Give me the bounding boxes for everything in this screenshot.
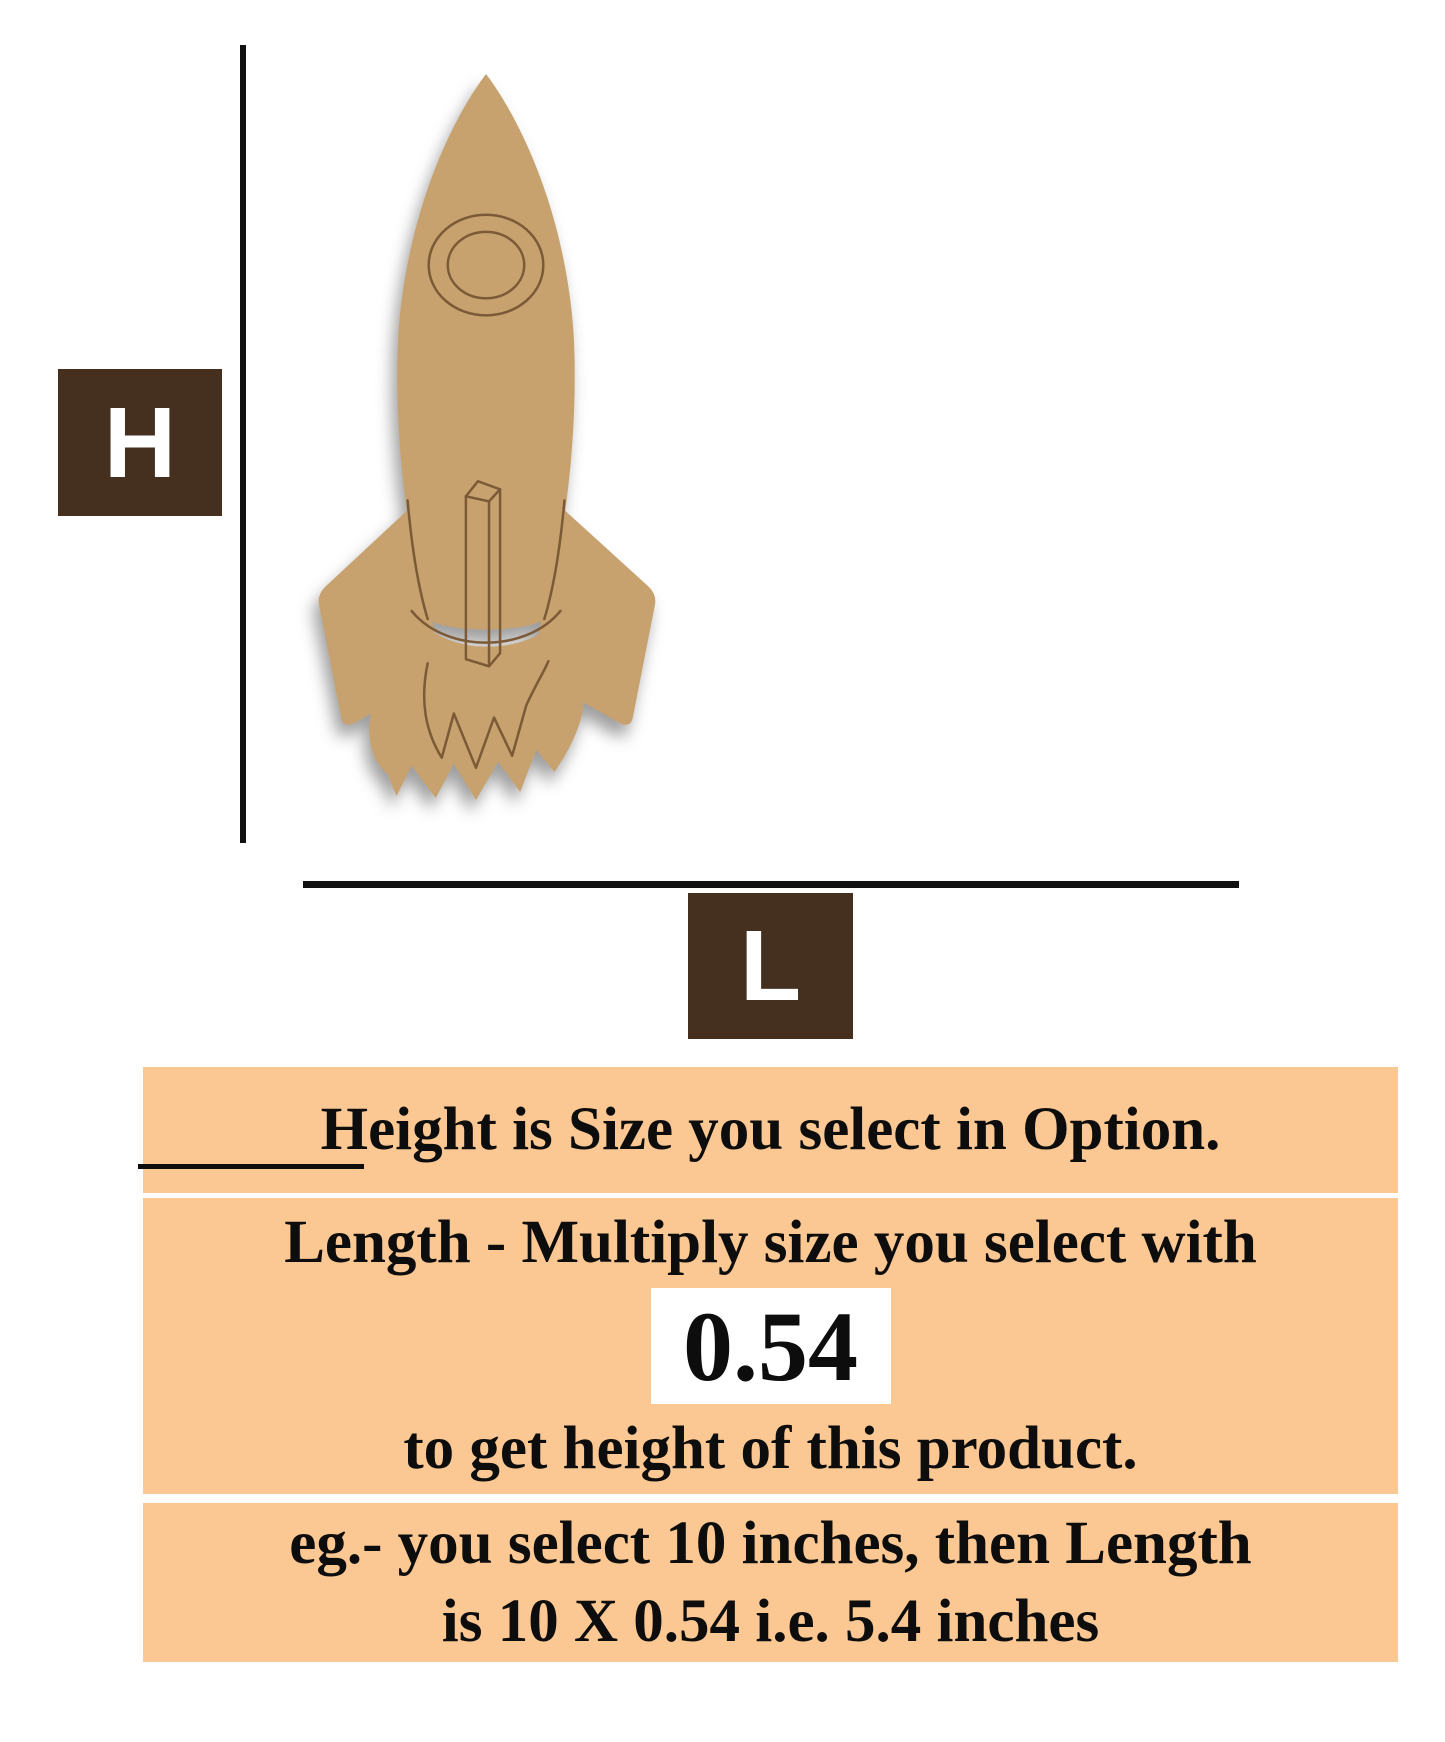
length-label-box <box>688 893 853 1039</box>
height-note-underline <box>138 1164 364 1169</box>
height-axis-line <box>240 45 246 843</box>
length-note-box <box>143 1198 1398 1494</box>
rocket-flame <box>369 617 584 800</box>
height-label-box <box>58 369 222 516</box>
multiplier-value: 0.54 <box>683 1290 858 1402</box>
example-note-line1: eg.- you select 10 inches, then Length <box>289 1509 1252 1577</box>
length-label: L <box>739 910 802 1022</box>
length-note-line1: Length - Multiply size you select with <box>284 1208 1257 1276</box>
height-note-box <box>143 1067 1398 1193</box>
rocket-icon <box>293 68 679 802</box>
multiplier-box <box>651 1288 891 1405</box>
height-note-text: Height is Size you select in Option. <box>320 1096 1221 1163</box>
length-axis-line <box>303 881 1239 888</box>
length-note-line2: to get height of this product. <box>403 1415 1138 1483</box>
height-label: H <box>103 386 177 499</box>
rocket-body <box>397 74 574 630</box>
example-note-line2: is 10 X 0.54 i.e. 5.4 inches <box>441 1587 1100 1655</box>
example-note-box <box>143 1503 1398 1662</box>
